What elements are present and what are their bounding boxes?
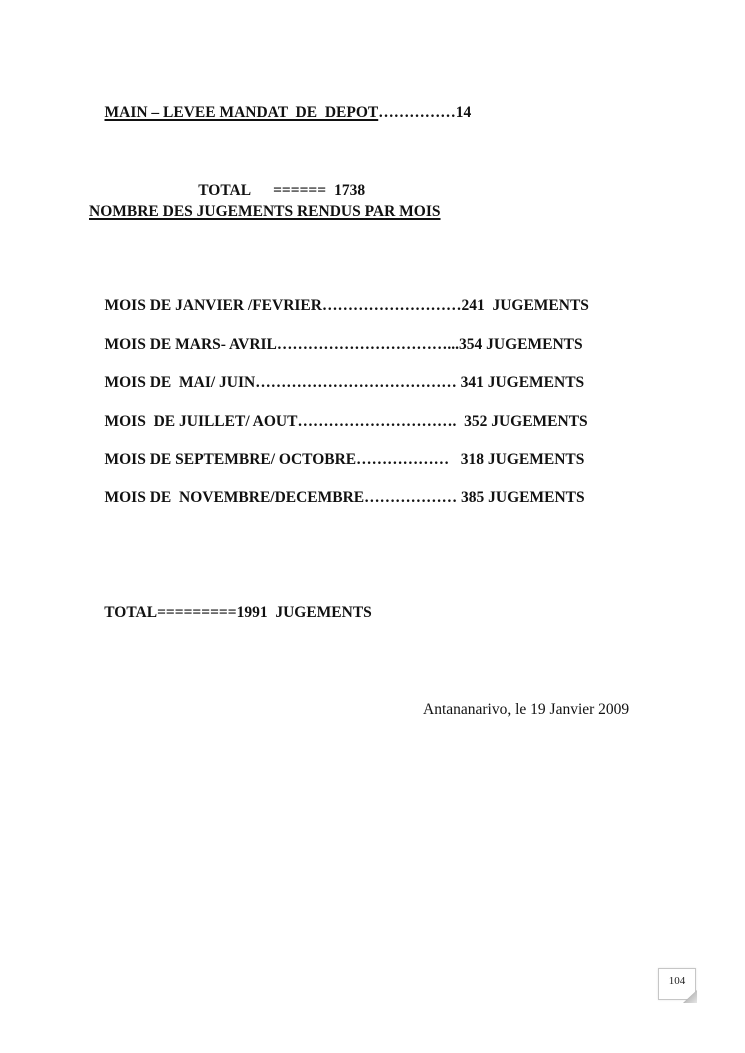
grand-total-count: 1991: [236, 604, 268, 621]
month-count: 352: [464, 413, 488, 430]
month-label: MOIS DE JANVIER /FEVRIER: [104, 297, 322, 314]
dot-leader: ………………: [364, 489, 462, 506]
total-header-count: 1738: [334, 182, 366, 199]
grand-total-label: TOTAL: [104, 604, 158, 621]
month-label: MOIS DE NOVEMBRE/DECEMBRE: [104, 489, 365, 506]
month-unit: JUGEMENTS: [487, 413, 588, 430]
month-count: 354: [459, 336, 483, 353]
month-unit: JUGEMENTS: [484, 297, 589, 314]
month-count: 318: [460, 451, 485, 468]
month-unit: JUGEMENTS: [482, 336, 583, 353]
grand-total-line: [89, 587, 372, 638]
month-unit: JUGEMENTS: [483, 374, 585, 391]
heading-title: MAIN – LEVEE MANDAT DE DEPOT: [104, 104, 379, 121]
date-place-line: Antananarivo, le 19 Janvier 2009: [423, 701, 630, 718]
dot-leader: ……………………………...: [276, 336, 460, 353]
grand-total-unit: JUGEMENTS: [267, 604, 372, 621]
dot-leader: ………………: [356, 451, 461, 468]
month-label: MOIS DE MAI/ JUIN: [104, 374, 256, 391]
heading-dot-leader: ……………: [378, 104, 456, 121]
dot-leader: …………………………………: [255, 374, 461, 391]
total-header-separator: ======: [273, 182, 327, 199]
month-line-novembre-decembre: [89, 472, 585, 523]
heading-count: 14: [455, 104, 472, 121]
month-unit: JUGEMENTS: [484, 451, 585, 468]
dot-leader: ………………………: [321, 297, 462, 314]
month-count: 241: [461, 297, 485, 314]
total-header-label: TOTAL: [198, 182, 252, 199]
month-count: 341: [460, 374, 484, 391]
folded-corner-icon: [683, 990, 697, 1003]
month-label: MOIS DE JUILLET/ AOUT: [104, 413, 298, 430]
dot-leader: ………………………….: [297, 413, 465, 430]
month-count: 385: [461, 489, 485, 506]
month-unit: JUGEMENTS: [484, 489, 585, 506]
grand-total-separator: =========: [157, 604, 237, 621]
page-number: 104: [668, 975, 686, 987]
section-title: NOMBRE DES JUGEMENTS RENDUS PAR MOIS: [89, 203, 441, 220]
page-number-badge[interactable]: [658, 968, 696, 1000]
heading-main-levee: [89, 87, 471, 138]
month-label: MOIS DE MARS- AVRIL: [104, 336, 277, 353]
month-label: MOIS DE SEPTEMBRE/ OCTOBRE: [104, 451, 357, 468]
